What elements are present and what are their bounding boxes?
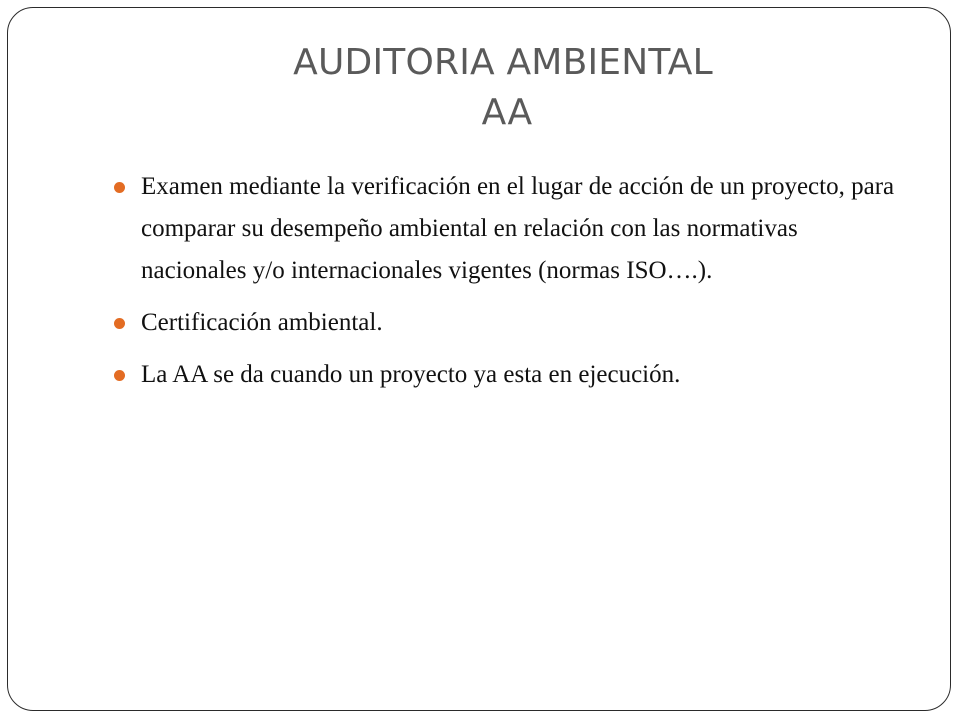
title-line-2: AA [481,92,533,133]
bullet-item [113,166,903,292]
title-line-1: AUDITORIA AMBIENTAL [293,42,713,83]
bullet-item [113,354,903,396]
bullet-dot-icon [114,182,125,193]
bullet-dot-icon [114,370,125,381]
slide-title [8,38,950,138]
bullet-text: Certificación ambiental. [141,309,383,336]
bullet-item [113,302,903,344]
bullet-text: Examen mediante la verificación en el lugar de acción de un proyecto, para comparar su desempeño ambiental en relación con las normativas nacionales y/o internacionales vigentes (normas ISO….). [141,173,895,284]
bullet-text: La AA se da cuando un proyecto ya esta en ejecución. [141,361,681,388]
bullet-list [113,166,903,406]
bullet-dot-icon [114,318,125,329]
slide-frame [7,7,951,711]
